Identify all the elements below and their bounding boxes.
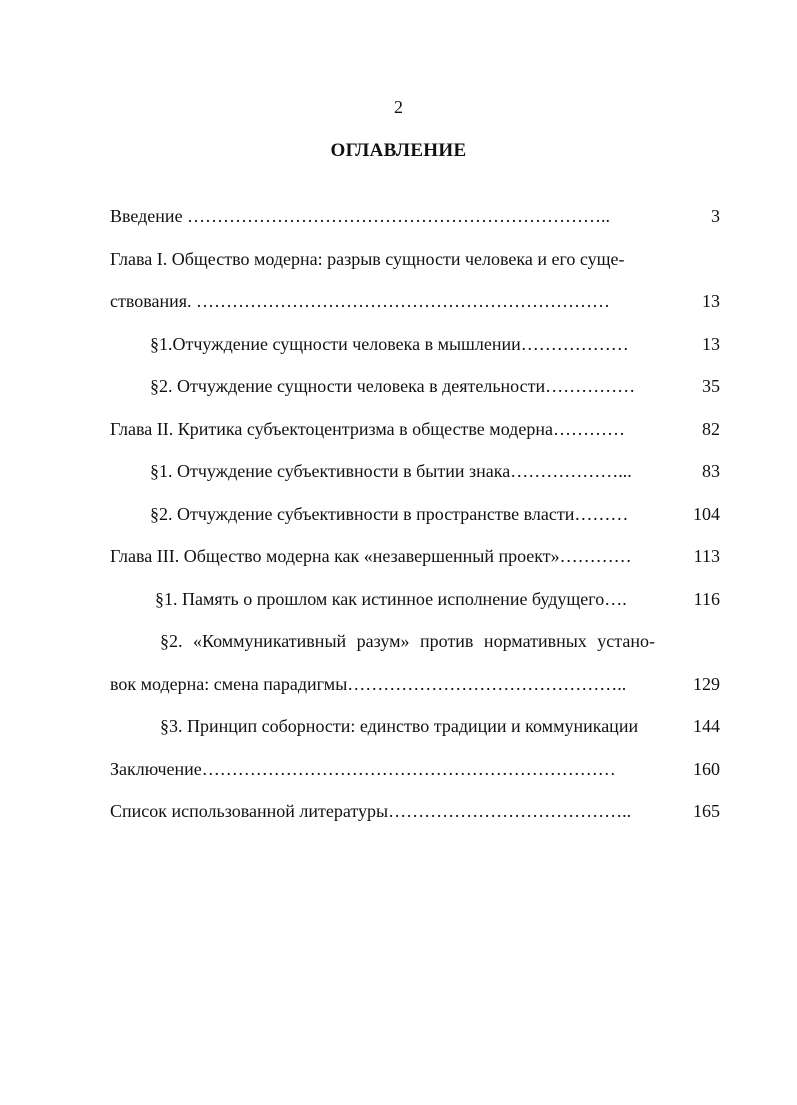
toc-entry-text-continued: вок модерна: смена парадигмы……………………………………….. <box>110 674 627 694</box>
toc-entry-text: Глава II. Критика субъектоцентризма в обществе модерна………… <box>110 419 625 439</box>
toc-entry-text: §3. Принцип соборности: единство традиции и коммуникации <box>160 716 639 736</box>
toc-entry-text: §1.Отчуждение сущности человека в мышлении……………… <box>150 334 629 354</box>
toc-page-number: 13 <box>702 334 720 354</box>
toc-page-number: 116 <box>693 589 720 609</box>
toc-entry-text-continued: ствования. …………………………………………………………… <box>110 291 611 311</box>
toc-title: ОГЛАВЛЕНИЕ <box>330 140 467 161</box>
toc-page-number: 35 <box>702 376 720 396</box>
toc-page-number: 144 <box>693 716 720 736</box>
toc-page-number: 113 <box>693 546 720 566</box>
toc-page-number: 104 <box>693 504 720 524</box>
toc-entry-text: Глава I. Общество модерна: разрыв сущности человека и его суще- <box>110 249 625 269</box>
toc-page-number: 165 <box>693 801 720 821</box>
toc-entry-text: Введение …………………………………………………………….. <box>110 206 611 226</box>
toc-page-number: 82 <box>702 419 720 439</box>
page-number: 2 <box>394 97 403 117</box>
toc-entry-text: §2. Отчуждение субъективности в пространстве власти……… <box>150 504 629 524</box>
toc-page-number: 160 <box>693 759 720 779</box>
toc-entry-text: Глава III. Общество модерна как «незавершенный проект»………… <box>110 546 632 566</box>
toc-entry-text: Список использованной литературы………………………………….. <box>110 801 632 821</box>
toc-page-number: 13 <box>702 291 720 311</box>
toc-page-number: 129 <box>693 674 720 694</box>
toc-entry-text: Заключение…………………………………………………………… <box>110 759 616 779</box>
toc-entry-text: §2. «Коммуникативный разум» против нормативных устано- <box>160 631 656 651</box>
toc-entry-text: §1. Память о прошлом как истинное исполнение будущего…. <box>155 589 627 609</box>
toc-entry-text: §2. Отчуждение сущности человека в деятельности…………… <box>150 376 636 396</box>
toc-page-number: 83 <box>702 461 720 481</box>
toc-entry-text: §1. Отчуждение субъективности в бытии знака………………... <box>150 461 632 481</box>
toc-page-number: 3 <box>711 206 720 226</box>
